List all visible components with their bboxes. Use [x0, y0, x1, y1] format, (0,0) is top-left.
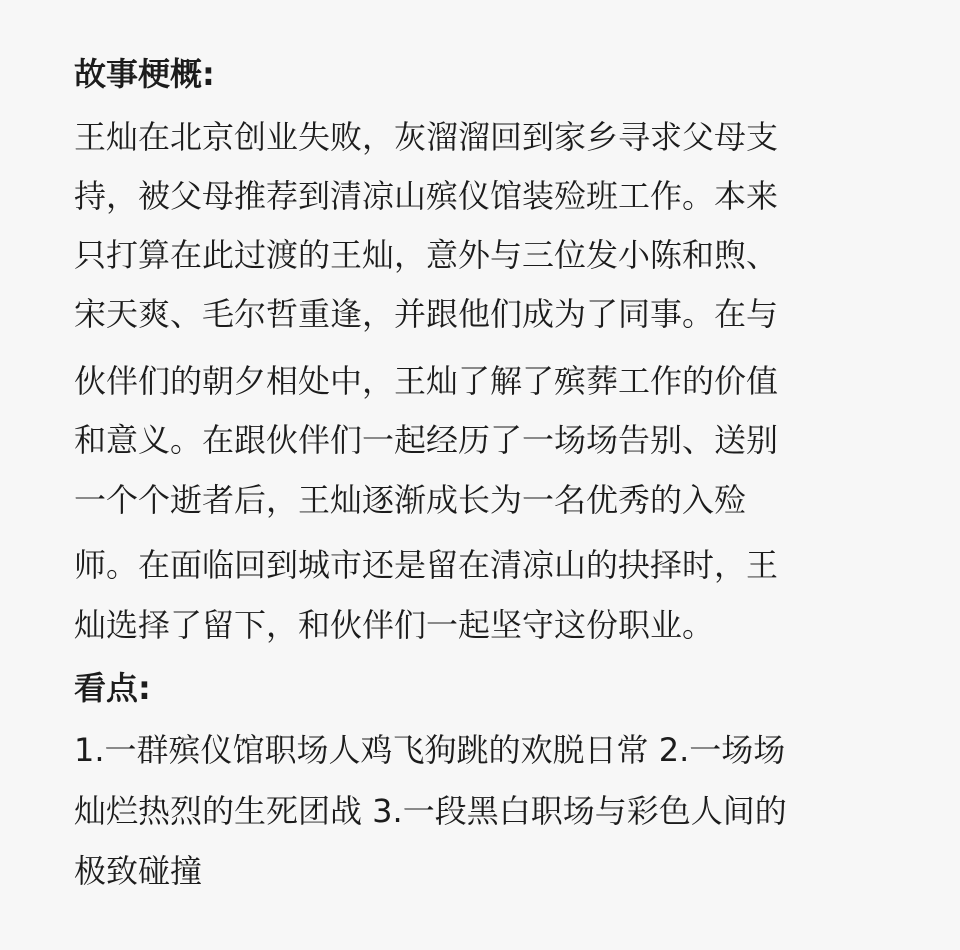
highlights-heading: 看点: [74, 669, 151, 707]
highlights-line: 灿烂热烈的生死团战 3.一段黑白职场与彩色人间的 [74, 792, 787, 830]
synopsis-line: 宋天爽、毛尔哲重逢，并跟他们成为了同事。在与 [74, 295, 779, 333]
highlights-line: 极致碰撞 [74, 852, 203, 890]
synopsis-line: 和意义。在跟伙伴们一起经历了一场场告别、送别 [74, 421, 779, 459]
synopsis-line: 一个个逝者后，王灿逐渐成长为一名优秀的入殓 [74, 481, 747, 519]
synopsis-line: 师。在面临回到城市还是留在清凉山的抉择时，王 [74, 546, 779, 584]
synopsis-line: 只打算在此过渡的王灿，意外与三位发小陈和煦、 [74, 236, 779, 274]
synopsis-line: 王灿在北京创业失败，灰溜溜回到家乡寻求父母支 [74, 118, 779, 156]
synopsis-line: 伙伴们的朝夕相处中，王灿了解了殡葬工作的价值 [74, 362, 779, 400]
highlights-line: 1.一群殡仪馆职场人鸡飞狗跳的欢脱日常 2.一场场 [74, 731, 786, 769]
synopsis-heading: 故事梗概: [74, 55, 215, 93]
synopsis-line: 持，被父母推荐到清凉山殡仪馆装殓班工作。本来 [74, 177, 779, 215]
synopsis-line: 灿选择了留下，和伙伴们一起坚守这份职业。 [74, 606, 715, 644]
